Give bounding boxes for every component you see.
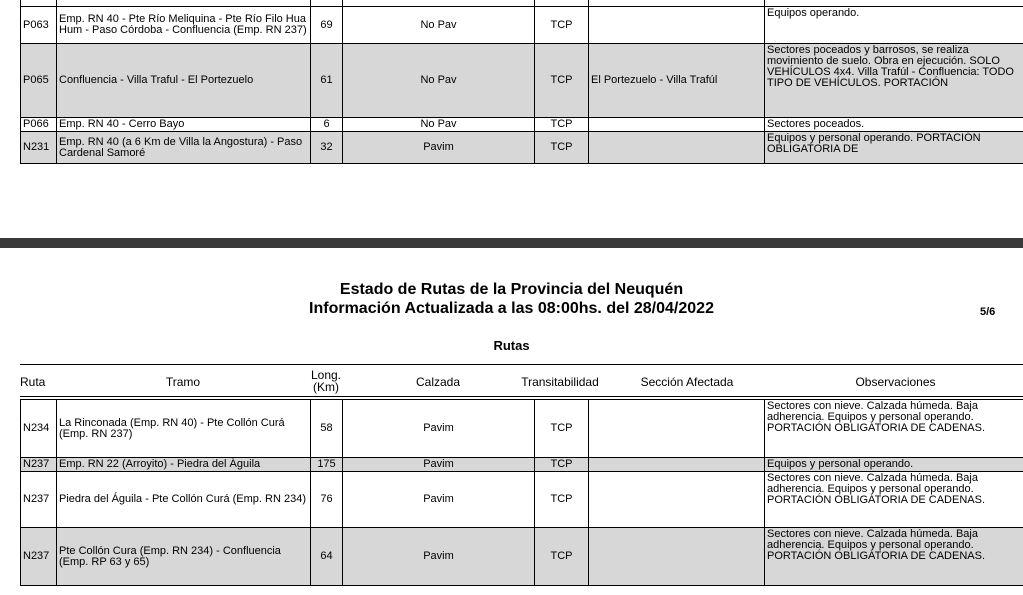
header-top-rule xyxy=(20,364,1023,365)
cell-observaciones: Equipos y personal operando. PORTACIÓN OBLIGATORIA DE xyxy=(765,132,1023,164)
cell-ruta: N231 xyxy=(21,132,57,164)
cell-long: 69 xyxy=(311,7,343,44)
column-header-calzada: Calzada xyxy=(415,375,461,389)
cell-tramo: Emp. RN 40 (a 6 Km de Villa la Angostura) - Paso Cardenal Samoré xyxy=(57,132,311,164)
cell-tramo: Pte Collón Cura (Emp. RN 234) - Confluencia (Emp. RP 63 y 65) xyxy=(57,528,311,586)
table-row xyxy=(21,132,1023,164)
cell-observaciones: Sectores poceados. xyxy=(765,118,1023,132)
cell-tramo: Emp. RN 40 - Pte Río Meliquina - Pte Río Filo Hua Hum - Paso Córdoba - Confluencia (Emp. RN 237) xyxy=(57,7,311,44)
table-row xyxy=(21,118,1023,132)
table-row xyxy=(21,458,1023,472)
column-header-ruta: Ruta xyxy=(20,375,46,389)
column-header-transitabilidad: Transitabilidad xyxy=(521,375,599,389)
cell-tramo: La Rinconada (Emp. RN 40) - Pte Collón Curá (Emp. RN 237) xyxy=(57,400,311,458)
page-number: 5/6 xyxy=(980,306,996,318)
cell-ruta: N237 xyxy=(21,458,57,472)
cell-ruta: P066 xyxy=(21,118,57,132)
cell-long: 76 xyxy=(311,472,343,528)
cell-seccion: El Portezuelo - Villa Trafúl xyxy=(589,44,765,118)
cell-long: 64 xyxy=(311,528,343,586)
cell-ruta: N234 xyxy=(21,400,57,458)
cell-calzada: Pavim xyxy=(343,400,535,458)
cell-long: 32 xyxy=(311,132,343,164)
cell-calzada: Pavim xyxy=(343,472,535,528)
cell-seccion xyxy=(589,400,765,458)
section-label: Rutas xyxy=(493,338,530,353)
table-row xyxy=(21,44,1023,118)
document-page-bottom xyxy=(0,248,1023,595)
routes-table-continued xyxy=(20,0,1023,164)
cell-seccion xyxy=(589,472,765,528)
cell-long: 61 xyxy=(311,44,343,118)
cell-transitabilidad: TCP xyxy=(535,132,589,164)
cell-calzada: No Pav xyxy=(343,118,535,132)
table-row xyxy=(21,528,1023,586)
table-row xyxy=(21,400,1023,458)
cell-observaciones: Sectores poceados y barrosos, se realiza movimiento de suelo. Obra en ejecución. SOLO VEHÍCULOS 4x4. Villa Trafúl - Confluencia: TODO TIPO DE VEHÍCULOS. PORTACIÓN xyxy=(765,44,1023,118)
cell-transitabilidad: TCP xyxy=(535,472,589,528)
document-title: Estado de Rutas de la Provincia del Neuquén xyxy=(339,281,684,298)
cell-seccion xyxy=(589,528,765,586)
cell-ruta: P063 xyxy=(21,7,57,44)
document-page-top xyxy=(0,0,1023,238)
cell-calzada: Pavim xyxy=(343,528,535,586)
header-bottom-rule xyxy=(20,396,1023,397)
cell-tramo: Emp. RN 22 (Arroyito) - Piedra del Águila xyxy=(57,458,311,472)
column-header-seccion: Sección Afectada xyxy=(640,375,734,389)
cell-ruta: P065 xyxy=(21,44,57,118)
cell-transitabilidad: TCP xyxy=(535,400,589,458)
cell-observaciones: Sectores con nieve. Calzada húmeda. Baja adherencia. Equipos y personal operando. PORTACIÓN OBLIGATORIA DE CADENAS. xyxy=(765,528,1023,586)
cell-tramo: Emp. RN 40 - Cerro Bayo xyxy=(57,118,311,132)
cell-transitabilidad: TCP xyxy=(535,528,589,586)
cell-tramo: Confluencia - Villa Traful - El Portezuelo xyxy=(57,44,311,118)
cell-calzada: Pavim xyxy=(343,458,535,472)
cell-calzada: Pavim xyxy=(343,132,535,164)
cell-seccion xyxy=(589,7,765,44)
cell-transitabilidad: TCP xyxy=(535,118,589,132)
cell-seccion xyxy=(589,458,765,472)
cell-observaciones: Equipos operando. xyxy=(765,7,1023,44)
document-subtitle: Información Actualizada a las 08:00hs. del 28/04/2022 xyxy=(309,300,714,317)
cell-transitabilidad: TCP xyxy=(535,44,589,118)
cell-observaciones: Sectores con nieve. Calzada húmeda. Baja adherencia. Equipos y personal operando. PORTACIÓN OBLIGATORIA DE CADENAS. xyxy=(765,472,1023,528)
cell-calzada: No Pav xyxy=(343,7,535,44)
cell-calzada: No Pav xyxy=(343,44,535,118)
cell-observaciones: Sectores con nieve. Calzada húmeda. Baja adherencia. Equipos y personal operando. PORTACIÓN OBLIGATORIA DE CADENAS. xyxy=(765,400,1023,458)
column-header-tramo: Tramo xyxy=(165,375,201,389)
table-row xyxy=(21,472,1023,528)
cell-seccion xyxy=(589,132,765,164)
cell-long: 175 xyxy=(311,458,343,472)
column-header-observaciones: Observaciones xyxy=(855,375,936,389)
table-row xyxy=(21,7,1023,44)
cell-long: 6 xyxy=(311,118,343,132)
cell-ruta: N237 xyxy=(21,472,57,528)
cell-transitabilidad: TCP xyxy=(535,458,589,472)
cell-long: 58 xyxy=(311,400,343,458)
routes-table xyxy=(20,399,1023,586)
cell-ruta: N237 xyxy=(21,528,57,586)
page-separator xyxy=(0,238,1023,248)
cell-observaciones: Equipos y personal operando. xyxy=(765,458,1023,472)
cell-seccion xyxy=(589,118,765,132)
cell-transitabilidad: TCP xyxy=(535,7,589,44)
cell-tramo: Piedra del Águila - Pte Collón Curá (Emp. RN 234) xyxy=(57,472,311,528)
column-header-long: Long. (Km) xyxy=(310,368,342,394)
